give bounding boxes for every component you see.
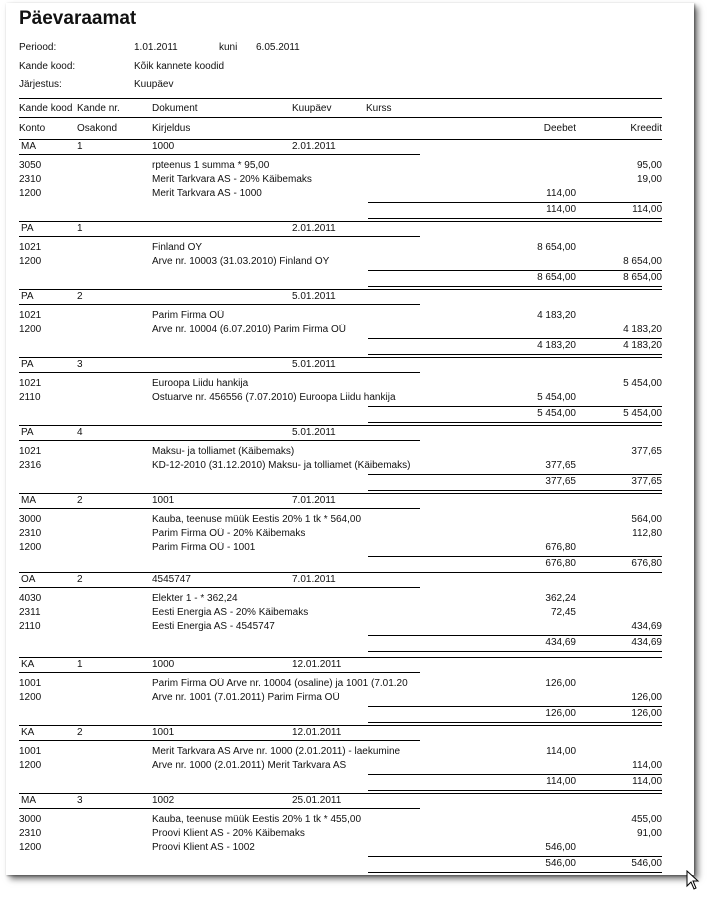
line-debit: 676,80 xyxy=(545,542,576,553)
entry-total-debit: 546,00 xyxy=(545,858,576,869)
line-account: 1021 xyxy=(19,310,42,321)
entry-total-underline xyxy=(368,490,662,491)
line-account: 2316 xyxy=(19,460,42,471)
line-description: rpteenus 1 summa * 95,00 xyxy=(152,160,270,171)
entry-total-rule xyxy=(368,474,662,475)
col-department: Osakond xyxy=(77,123,118,134)
entry-total-credit: 126,00 xyxy=(631,708,662,719)
entry-total-debit: 8 654,00 xyxy=(537,272,576,283)
line-account: 1200 xyxy=(19,188,42,199)
entry-separator-rule xyxy=(19,493,662,494)
entry-header-rule xyxy=(19,236,420,237)
entry-header-rule xyxy=(19,154,420,155)
line-account: 2110 xyxy=(19,392,41,403)
header-top-rule xyxy=(19,98,662,99)
entry-code: MA xyxy=(21,495,36,506)
entry-total-underline xyxy=(368,286,662,287)
entry-header-rule xyxy=(19,508,420,509)
entry-total-rule xyxy=(368,856,662,857)
entry-total-underline xyxy=(368,422,662,423)
entry-total-underline xyxy=(368,354,662,355)
report-title: Päevaraamat xyxy=(19,8,137,29)
line-description: Arve nr. 10003 (31.03.2010) Finland OY xyxy=(152,256,330,267)
line-description: Eesti Energia AS - 20% Käibemaks xyxy=(152,607,309,618)
line-account: 1001 xyxy=(19,678,42,689)
line-account: 3000 xyxy=(19,514,42,525)
line-account: 2110 xyxy=(19,621,41,632)
line-description: Proovi Klient AS - 1002 xyxy=(152,842,255,853)
line-debit: 8 654,00 xyxy=(537,242,576,253)
entry-number: 1 xyxy=(77,223,83,234)
line-description: Arve nr. 1001 (7.01.2011) Parim Firma OÜ xyxy=(152,692,340,703)
entry-total-credit: 676,80 xyxy=(631,558,662,569)
line-credit: 91,00 xyxy=(636,828,662,839)
line-debit: 126,00 xyxy=(545,678,576,689)
entry-date: 5.01.2011 xyxy=(292,427,336,438)
entry-number: 1 xyxy=(77,659,83,670)
line-credit: 4 183,20 xyxy=(623,324,662,335)
entry-total-credit: 114,00 xyxy=(632,204,662,215)
entry-code: PA xyxy=(21,291,34,302)
line-account: 3050 xyxy=(19,160,42,171)
line-account: 4030 xyxy=(19,593,42,604)
entry-total-underline xyxy=(368,872,662,873)
line-description: Ostuarve nr. 456556 (7.07.2010) Euroopa Liidu hankija xyxy=(152,392,396,403)
entry-total-debit: 676,80 xyxy=(545,558,576,569)
line-description: Maksu- ja tolliamet (Käibemaks) xyxy=(152,446,295,457)
entry-header-rule xyxy=(19,587,420,588)
line-description: Arve nr. 10004 (6.07.2010) Parim Firma OÜ xyxy=(152,324,346,335)
line-account: 1200 xyxy=(19,692,42,703)
entry-number: 3 xyxy=(77,359,83,370)
line-credit: 126,00 xyxy=(631,692,662,703)
entry-separator-rule xyxy=(19,657,662,658)
entry-total-credit: 4 183,20 xyxy=(623,340,662,351)
meta-period-to: 6.05.2011 xyxy=(256,42,300,53)
line-account: 1021 xyxy=(19,242,42,253)
entry-total-credit: 377,65 xyxy=(631,476,662,487)
col-rate: Kurss xyxy=(366,103,392,114)
line-account: 2311 xyxy=(19,607,41,618)
entry-total-debit: 114,00 xyxy=(546,776,576,787)
entry-number: 2 xyxy=(77,727,83,738)
entry-total-credit: 114,00 xyxy=(632,776,662,787)
entry-total-debit: 126,00 xyxy=(545,708,576,719)
line-account: 1200 xyxy=(19,760,42,771)
entry-header-rule xyxy=(19,304,420,305)
entry-total-underline xyxy=(368,651,662,652)
line-description: Kauba, teenuse müük Eestis 20% 1 tk * 564,00 xyxy=(152,514,362,525)
line-description: Euroopa Liidu hankija xyxy=(152,378,249,389)
entry-total-rule xyxy=(368,635,662,636)
line-account: 1021 xyxy=(19,378,42,389)
mouse-pointer-icon xyxy=(686,870,700,890)
entry-total-credit: 5 454,00 xyxy=(623,408,662,419)
line-credit: 95,00 xyxy=(636,160,662,171)
entry-date: 7.01.2011 xyxy=(292,574,336,585)
line-account: 2310 xyxy=(19,828,42,839)
entry-total-debit: 5 454,00 xyxy=(537,408,576,419)
entry-separator-rule xyxy=(19,357,662,358)
entry-total-debit: 377,65 xyxy=(545,476,576,487)
entry-date: 5.01.2011 xyxy=(292,291,336,302)
meta-code-label: Kande kood: xyxy=(19,61,76,72)
entry-code: KA xyxy=(21,659,35,670)
entry-separator-rule xyxy=(19,572,662,573)
line-credit: 19,00 xyxy=(636,174,662,185)
line-credit: 112,80 xyxy=(632,528,662,539)
entry-code: OA xyxy=(21,574,36,585)
entry-total-rule xyxy=(368,774,662,775)
entry-total-rule xyxy=(368,270,662,271)
meta-period-until-label: kuni xyxy=(219,42,238,53)
line-credit: 5 454,00 xyxy=(623,378,662,389)
line-account: 3000 xyxy=(19,814,42,825)
line-account: 1001 xyxy=(19,746,42,757)
entry-number: 2 xyxy=(77,495,83,506)
entry-document: 1001 xyxy=(152,495,175,506)
entry-total-rule xyxy=(368,338,662,339)
entry-number: 2 xyxy=(77,291,83,302)
line-account: 1200 xyxy=(19,324,42,335)
col-debit: Deebet xyxy=(543,123,576,134)
line-description: Merit Tarkvara AS - 1000 xyxy=(152,188,262,199)
meta-period-label: Periood: xyxy=(19,42,57,53)
entry-document: 1000 xyxy=(152,659,175,670)
line-account: 1200 xyxy=(19,256,42,267)
col-entry-code: Kande kood xyxy=(19,103,73,114)
line-debit: 362,24 xyxy=(545,593,576,604)
entry-number: 1 xyxy=(77,141,83,152)
line-description: Elekter 1 - * 362,24 xyxy=(152,593,238,604)
line-description: Parim Firma OÜ Arve nr. 10004 (osaline) ja 1001 (7.01.20 xyxy=(152,678,408,689)
line-description: Eesti Energia AS - 4545747 xyxy=(152,621,275,632)
line-credit: 455,00 xyxy=(631,814,662,825)
entry-date: 5.01.2011 xyxy=(292,359,336,370)
line-credit: 8 654,00 xyxy=(623,256,662,267)
line-description: Arve nr. 1000 (2.01.2011) Merit Tarkvara AS xyxy=(152,760,347,771)
entry-total-credit: 434,69 xyxy=(631,637,662,648)
col-account: Konto xyxy=(19,123,46,134)
line-description: Proovi Klient AS - 20% Käibemaks xyxy=(152,828,305,839)
entry-total-underline xyxy=(368,790,662,791)
entry-total-credit: 546,00 xyxy=(631,858,662,869)
meta-period-from: 1.01.2011 xyxy=(134,42,178,53)
entry-code: MA xyxy=(21,795,36,806)
entry-date: 25.01.2011 xyxy=(292,795,342,806)
entry-date: 12.01.2011 xyxy=(292,659,342,670)
meta-order-value: Kuupäev xyxy=(134,79,174,90)
line-debit: 5 454,00 xyxy=(537,392,576,403)
entry-separator-rule xyxy=(19,793,662,794)
meta-order-label: Järjestus: xyxy=(19,79,62,90)
line-account: 1021 xyxy=(19,446,42,457)
entry-total-debit: 114,00 xyxy=(546,204,576,215)
entry-date: 12.01.2011 xyxy=(292,727,342,738)
line-account: 1200 xyxy=(19,542,42,553)
entry-total-debit: 4 183,20 xyxy=(537,340,576,351)
entry-code: MA xyxy=(21,141,36,152)
line-description: KD-12-2010 (31.12.2010) Maksu- ja tolliamet (Käibemaks) xyxy=(152,460,411,471)
entry-total-underline xyxy=(368,722,662,723)
line-account: 1200 xyxy=(19,842,42,853)
line-credit: 564,00 xyxy=(631,514,662,525)
line-description: Parim Firma OÜ - 20% Käibemaks xyxy=(152,528,306,539)
entry-total-rule xyxy=(368,202,662,203)
entry-number: 3 xyxy=(77,795,83,806)
entry-header-rule xyxy=(19,372,420,373)
entry-document: 4545747 xyxy=(152,574,191,585)
entry-code: PA xyxy=(21,359,34,370)
entry-date: 2.01.2011 xyxy=(292,141,336,152)
entry-total-rule xyxy=(368,406,662,407)
entry-header-rule xyxy=(19,672,420,673)
line-description: Parim Firma OÜ - 1001 xyxy=(152,542,256,553)
line-debit: 546,00 xyxy=(545,842,576,853)
line-description: Finland OY xyxy=(152,242,203,253)
entry-separator-rule xyxy=(19,289,662,290)
entry-date: 7.01.2011 xyxy=(292,495,336,506)
line-credit: 114,00 xyxy=(632,760,662,771)
entry-document: 1000 xyxy=(152,141,175,152)
col-credit: Kreedit xyxy=(630,123,662,134)
entry-separator-rule xyxy=(19,139,662,140)
entry-number: 2 xyxy=(77,574,83,585)
line-description: Parim Firma OÜ xyxy=(152,310,225,321)
line-debit: 377,65 xyxy=(545,460,576,471)
entry-total-debit: 434,69 xyxy=(545,637,576,648)
entry-header-rule xyxy=(19,740,420,741)
entry-separator-rule xyxy=(19,725,662,726)
entry-total-credit: 8 654,00 xyxy=(623,272,662,283)
line-debit: 4 183,20 xyxy=(537,310,576,321)
entry-total-rule xyxy=(368,706,662,707)
line-account: 2310 xyxy=(19,528,42,539)
entry-date: 2.01.2011 xyxy=(292,223,336,234)
col-description: Kirjeldus xyxy=(152,123,191,134)
entry-document: 1002 xyxy=(152,795,175,806)
entry-header-rule xyxy=(19,440,420,441)
entry-document: 1001 xyxy=(152,727,175,738)
col-date: Kuupäev xyxy=(292,103,332,114)
entry-code: PA xyxy=(21,427,34,438)
line-account: 2310 xyxy=(19,174,42,185)
col-entry-nr: Kande nr. xyxy=(77,103,120,114)
entry-header-rule xyxy=(19,808,420,809)
entry-separator-rule xyxy=(19,425,662,426)
entry-code: KA xyxy=(21,727,35,738)
entry-total-rule xyxy=(368,556,662,557)
meta-code-value: Kõik kannete koodid xyxy=(134,61,225,72)
col-document: Dokument xyxy=(152,103,198,114)
entry-total-underline xyxy=(368,218,662,219)
line-credit: 377,65 xyxy=(631,446,662,457)
line-description: Merit Tarkvara AS Arve nr. 1000 (2.01.2011) - laekumine xyxy=(152,746,401,757)
line-description: Kauba, teenuse müük Eestis 20% 1 tk * 455,00 xyxy=(152,814,362,825)
line-credit: 434,69 xyxy=(631,621,662,632)
entry-separator-rule xyxy=(19,221,662,222)
line-description: Merit Tarkvara AS - 20% Käibemaks xyxy=(152,174,312,185)
entry-code: PA xyxy=(21,223,34,234)
line-debit: 114,00 xyxy=(546,188,576,199)
line-debit: 114,00 xyxy=(546,746,576,757)
entry-number: 4 xyxy=(77,427,83,438)
header-mid-rule xyxy=(19,117,662,118)
line-debit: 72,45 xyxy=(550,607,576,618)
